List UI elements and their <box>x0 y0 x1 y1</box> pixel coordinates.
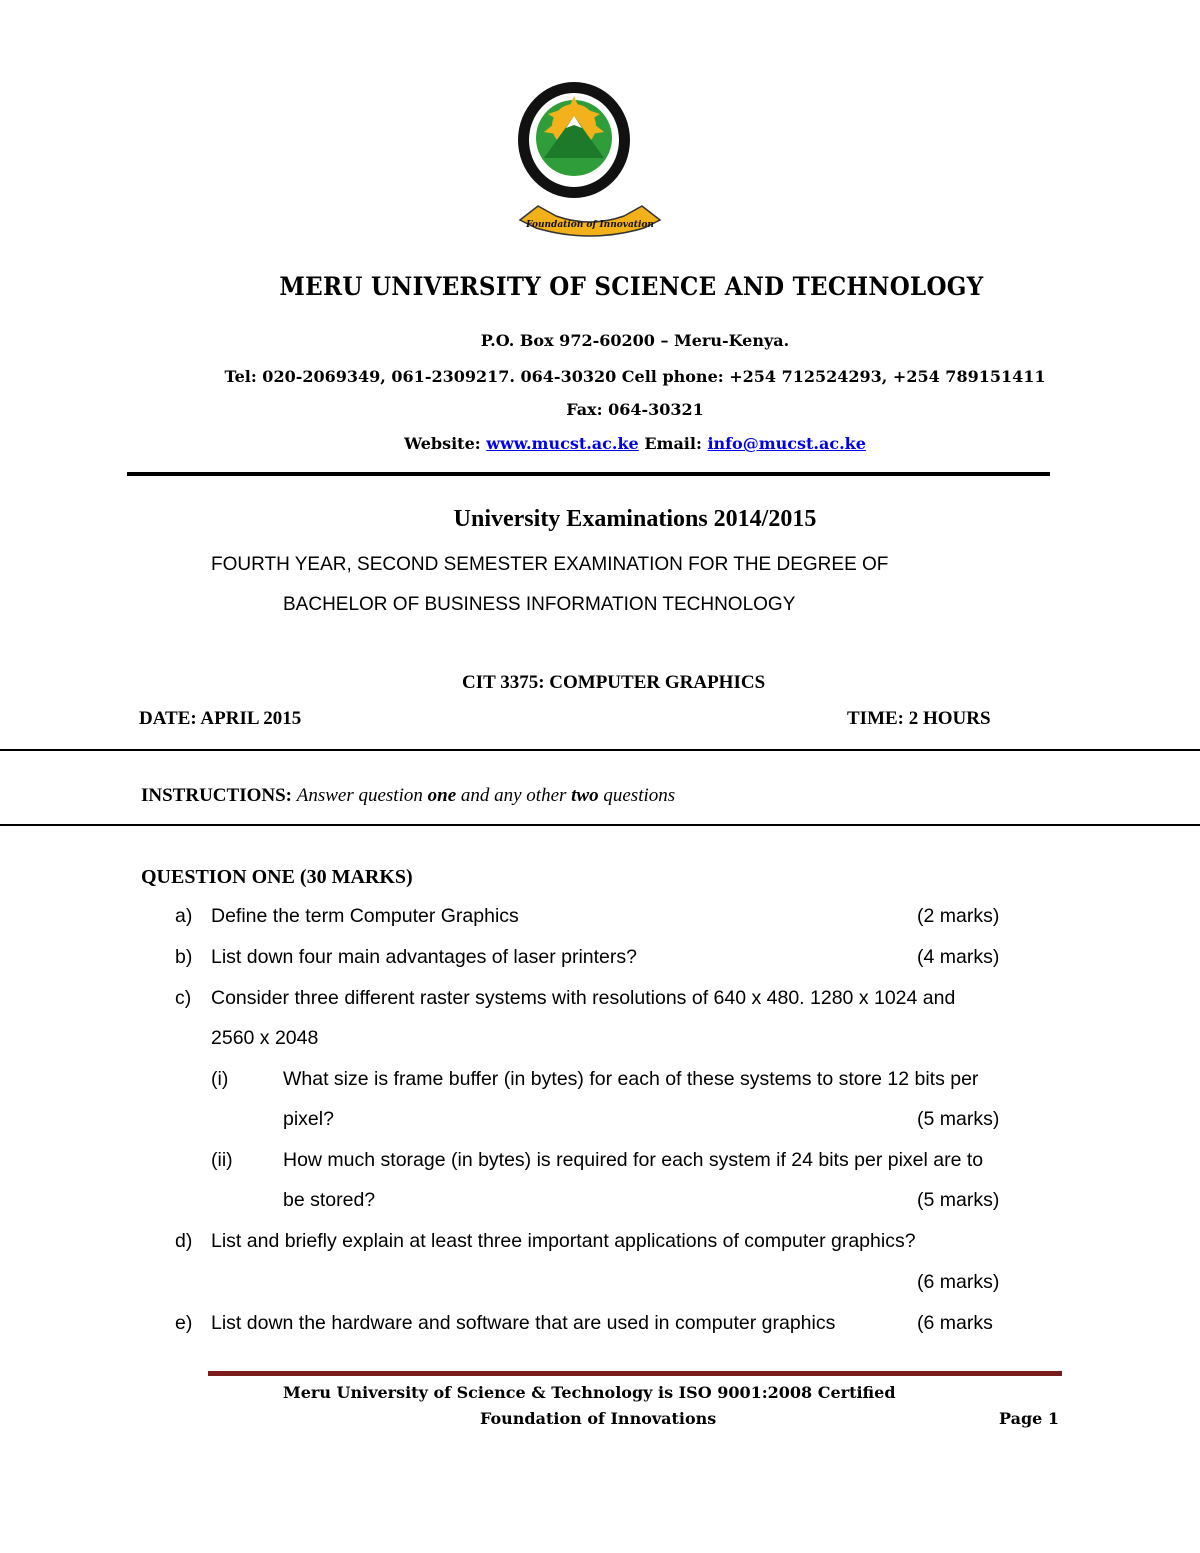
item-marks: (6 marks <box>917 1312 993 1334</box>
subitem-text-end: be stored? <box>283 1189 376 1211</box>
subitem-text: How much storage (in bytes) is required for each system if 24 bits per pixel are to <box>283 1149 984 1171</box>
website-link[interactable]: www.mucst.ac.ke <box>486 434 639 453</box>
exam-description-line2: BACHELOR OF BUSINESS INFORMATION TECHNOLOGY <box>283 594 796 615</box>
website-label: Website: <box>404 434 481 453</box>
item-marks: (4 marks) <box>917 946 1000 968</box>
item-text: List and briefly explain at least three important applications of computer graphics? <box>211 1230 916 1252</box>
website-email-line <box>0 434 1200 453</box>
subitem-label: (i) <box>211 1068 229 1090</box>
instructions-label: INSTRUCTIONS: <box>141 785 292 806</box>
course-title: CIT 3375: COMPUTER GRAPHICS <box>462 672 766 693</box>
divider-bottom <box>0 824 1200 826</box>
fax-line: Fax: 064-30321 <box>566 400 704 419</box>
item-label: a) <box>175 905 193 927</box>
postal-address: P.O. Box 972-60200 – Meru-Kenya. <box>480 331 790 350</box>
university-seal-logo <box>516 80 664 246</box>
item-marks: (6 marks) <box>917 1271 1000 1293</box>
item-marks: (2 marks) <box>917 905 1000 927</box>
item-label: b) <box>175 946 193 968</box>
instructions <box>141 785 675 807</box>
university-name: MERU UNIVERSITY OF SCIENCE AND TECHNOLOGY <box>279 272 984 301</box>
header-divider <box>127 472 1050 476</box>
item-label: c) <box>175 987 192 1009</box>
instructions-emphasis-one: one <box>427 785 457 806</box>
page-number: Page 1 <box>999 1409 1060 1428</box>
telephone-line: Tel: 020-2069349, 061-2309217. 064-30320 Cell phone: +254 712524293, +254 789151411 <box>224 367 1046 386</box>
subitem-text-end: pixel? <box>283 1108 334 1130</box>
seal-motto: Foundation of Innovation <box>526 220 654 230</box>
footer-iso: Meru University of Science & Technology is ISO 9001:2008 Certified <box>283 1383 896 1402</box>
instructions-text-1: Answer question <box>296 785 423 806</box>
item-label: d) <box>175 1230 193 1252</box>
exam-title: University Examinations 2014/2015 <box>453 506 817 532</box>
instructions-text-3: questions <box>603 785 676 806</box>
item-marks: (5 marks) <box>917 1189 1000 1211</box>
question-item-c-continued: 2560 x 2048 <box>211 1027 319 1049</box>
item-label: e) <box>175 1312 193 1334</box>
item-text: List down the hardware and software that are used in computer graphics <box>211 1312 836 1334</box>
exam-time: TIME: 2 HOURS <box>847 708 991 729</box>
item-text: List down four main advantages of laser printers? <box>211 946 637 968</box>
instructions-text-2: and any other <box>460 785 567 806</box>
exam-description-line1: FOURTH YEAR, SECOND SEMESTER EXAMINATION FOR THE DEGREE OF <box>211 554 889 575</box>
question-heading: QUESTION ONE (30 MARKS) <box>141 866 413 888</box>
subitem-text: What size is frame buffer (in bytes) for each of these systems to store 12 bits per <box>283 1068 979 1090</box>
email-label: Email: <box>644 434 702 453</box>
subitem-label: (ii) <box>211 1149 233 1171</box>
instructions-emphasis-two: two <box>571 785 599 806</box>
item-marks: (5 marks) <box>917 1108 1000 1130</box>
email-link[interactable]: info@mucst.ac.ke <box>707 434 866 453</box>
footer-motto: Foundation of Innovations <box>480 1409 717 1428</box>
exam-date: DATE: APRIL 2015 <box>139 708 302 729</box>
divider-top <box>0 749 1200 751</box>
footer-rule <box>208 1371 1062 1376</box>
item-text: Define the term Computer Graphics <box>211 905 519 927</box>
item-text: Consider three different raster systems with resolutions of 640 x 480. 1280 x 1024 and <box>211 987 956 1009</box>
